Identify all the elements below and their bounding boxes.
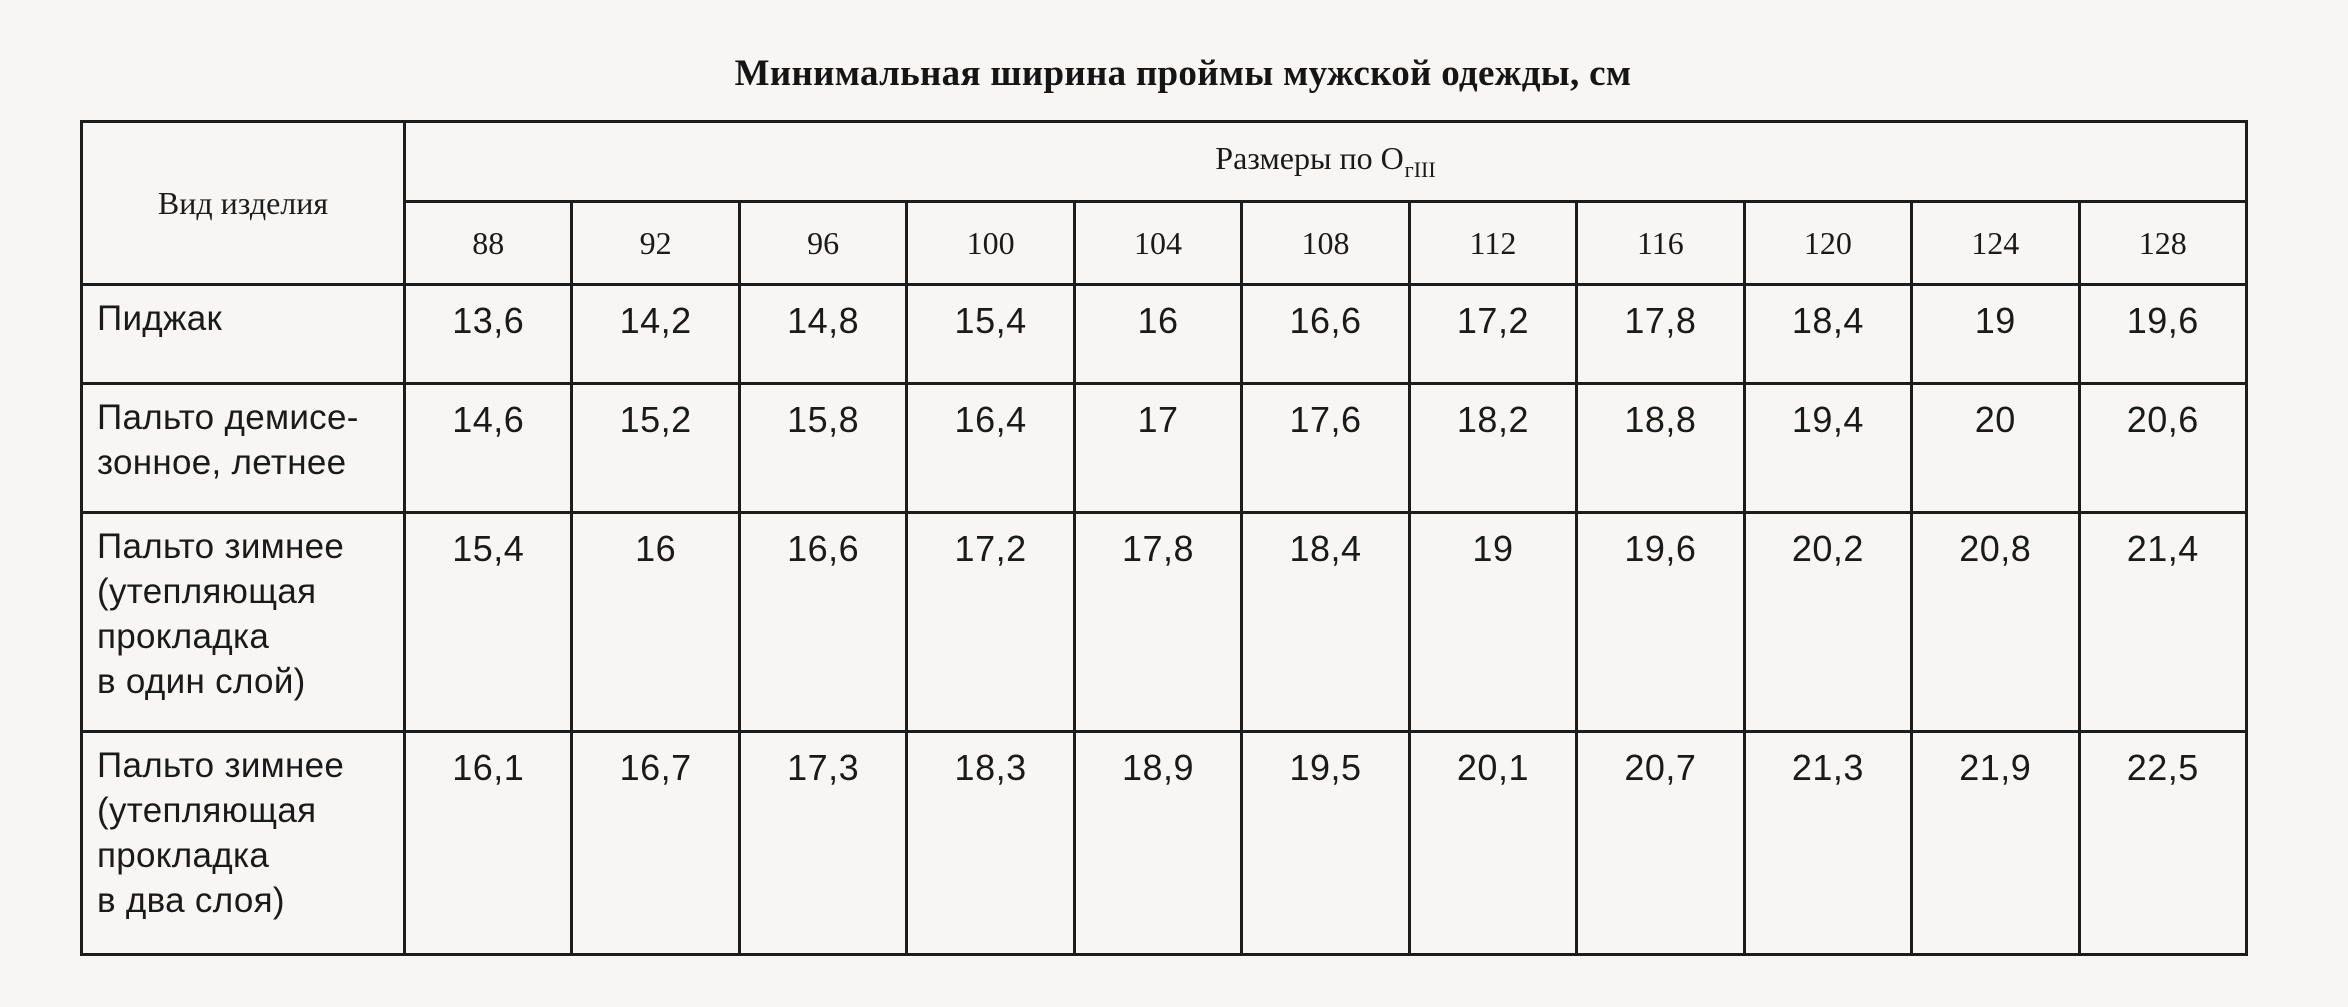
size-header-cell: 128 (2079, 202, 2246, 285)
size-header-cell: 116 (1577, 202, 1744, 285)
value-cell: 18,9 (1074, 732, 1241, 955)
value-cell: 21,3 (1744, 732, 1911, 955)
size-header-cell: 92 (572, 202, 739, 285)
value-cell: 15,4 (405, 513, 572, 732)
armhole-width-table (80, 120, 2248, 956)
size-header-cell: 124 (1912, 202, 2079, 285)
value-cell: 13,6 (405, 285, 572, 384)
value-cell: 19 (1912, 285, 2079, 384)
sizes-group-header-text: Размеры по О (1215, 140, 1404, 177)
sizes-group-header-subscript: гIII (1404, 157, 1436, 183)
size-header-cell: 100 (907, 202, 1074, 285)
corner-header: Вид изделия (82, 122, 405, 285)
table-body (82, 285, 2247, 955)
size-header-cell: 112 (1409, 202, 1576, 285)
value-cell: 20,6 (2079, 384, 2246, 513)
table-row (82, 513, 2247, 732)
value-cell: 18,3 (907, 732, 1074, 955)
value-cell: 16,4 (907, 384, 1074, 513)
value-cell: 14,2 (572, 285, 739, 384)
table-row (82, 384, 2247, 513)
value-cell: 20,7 (1577, 732, 1744, 955)
value-cell: 18,8 (1577, 384, 1744, 513)
size-header-cell: 104 (1074, 202, 1241, 285)
value-cell: 18,4 (1242, 513, 1409, 732)
row-label: Пальто демисе- зонное, летнее (82, 384, 405, 513)
value-cell: 14,6 (405, 384, 572, 513)
size-header-cell: 120 (1744, 202, 1911, 285)
header-row-group (82, 122, 2247, 202)
value-cell: 19,4 (1744, 384, 1911, 513)
value-cell: 16 (1074, 285, 1241, 384)
table-title: Минимальная ширина проймы мужской одежды, см (734, 53, 1632, 94)
value-cell: 16,7 (572, 732, 739, 955)
value-cell: 16,6 (739, 513, 906, 732)
value-cell: 18,2 (1409, 384, 1576, 513)
value-cell: 19,6 (2079, 285, 2246, 384)
header-row-sizes (82, 202, 2247, 285)
value-cell: 20,2 (1744, 513, 1911, 732)
value-cell: 15,2 (572, 384, 739, 513)
size-header-cell: 96 (739, 202, 906, 285)
value-cell: 15,4 (907, 285, 1074, 384)
value-cell: 22,5 (2079, 732, 2246, 955)
size-header-cell: 88 (405, 202, 572, 285)
table-row (82, 732, 2247, 955)
value-cell: 21,4 (2079, 513, 2246, 732)
value-cell: 21,9 (1912, 732, 2079, 955)
row-label: Пальто зимнее (утепляющая прокладка в один слой) (82, 513, 405, 732)
value-cell: 17,2 (907, 513, 1074, 732)
row-label: Пиджак (82, 285, 405, 384)
value-cell: 17 (1074, 384, 1241, 513)
value-cell: 17,8 (1074, 513, 1241, 732)
value-cell: 19 (1409, 513, 1576, 732)
value-cell: 16,6 (1242, 285, 1409, 384)
size-header-cell: 108 (1242, 202, 1409, 285)
sizes-group-header (405, 122, 2247, 202)
value-cell: 20,8 (1912, 513, 2079, 732)
value-cell: 20,1 (1409, 732, 1576, 955)
value-cell: 19,5 (1242, 732, 1409, 955)
row-label: Пальто зимнее (утепляющая прокладка в два слоя) (82, 732, 405, 955)
value-cell: 16,1 (405, 732, 572, 955)
value-cell: 17,3 (739, 732, 906, 955)
value-cell: 17,6 (1242, 384, 1409, 513)
value-cell: 17,8 (1577, 285, 1744, 384)
value-cell: 19,6 (1577, 513, 1744, 732)
value-cell: 14,8 (739, 285, 906, 384)
value-cell: 16 (572, 513, 739, 732)
value-cell: 20 (1912, 384, 2079, 513)
table-row (82, 285, 2247, 384)
value-cell: 15,8 (739, 384, 906, 513)
value-cell: 17,2 (1409, 285, 1576, 384)
value-cell: 18,4 (1744, 285, 1911, 384)
